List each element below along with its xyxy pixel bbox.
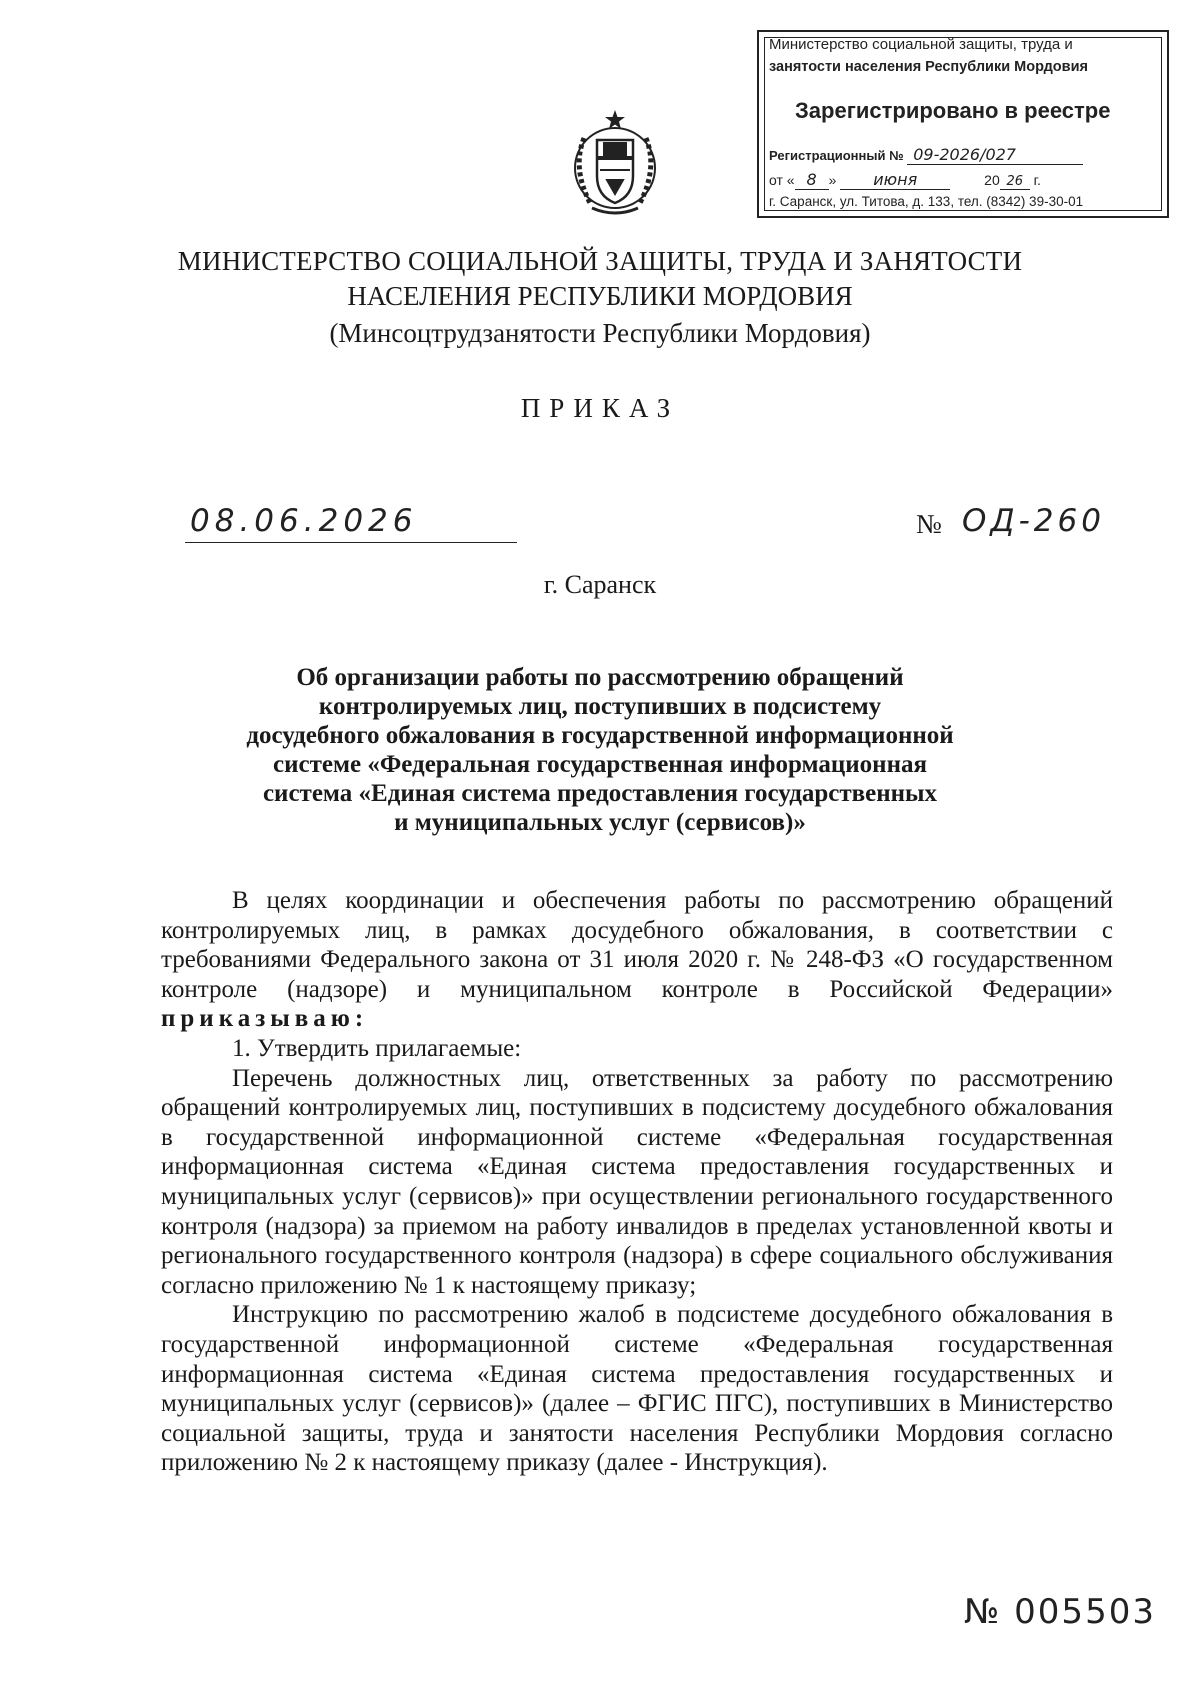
stamp-reg-number-label: Регистрационный №: [769, 148, 904, 163]
stamp-reg-number-value: 09-2026/027: [907, 145, 1083, 165]
stamp-date-day: 8: [795, 170, 829, 190]
instruction-paragraph: Инструкцию по рассмотрению жалоб в подсистеме досудебного обжалования в государственной информационной системе «Федеральная государственная информационная система «Единая система предоставления государственных и муниципальных услуг (сервисов)» (далее – ФГИС ПГС), поступивших в Министерство социальной защиты, труда и занятости населения Республики Мордовия согласно приложению № 2 к настоящему приказу (далее - Инструкция).: [161, 1301, 1113, 1477]
preamble-text: В целях координации и обеспечения работы по рассмотрению обращений контролируемых лиц, в рамках досудебного обжалования, в соответствии с требованиями Федерального закона от 31 июля 2020 г. № 248-ФЗ «О государственном контроле (надзоре) и муниципальном контроле в Российской Федерации»: [161, 887, 1113, 1003]
stamp-date-mid: »: [828, 172, 837, 188]
stamp-date-prefix: от «: [769, 172, 795, 188]
item-1: 1. Утвердить прилагаемые:: [232, 1034, 522, 1062]
stamp-reg-number-row: [769, 145, 1083, 165]
preamble-paragraph: [161, 886, 1113, 1034]
stamp-date-month: июня: [840, 170, 950, 190]
city-name: г. Саранск: [543, 570, 657, 599]
title-line: досудебного обжалования в государственной информационной: [246, 722, 954, 749]
decree-word: приказываю:: [161, 1005, 369, 1033]
stamp-org-line2: занятости населения Республики Мордовия: [769, 59, 1088, 75]
stamp-org-line1: Министерство социальной защиты, труда и: [769, 36, 1073, 53]
ministry-name-line1: МИНИСТЕРСТВО СОЦИАЛЬНОЙ ЗАЩИТЫ, ТРУДА И ЗАНЯТОСТИ: [177, 246, 1023, 276]
number-sign: №: [916, 509, 942, 539]
stamp-date-year-prefix: 20: [984, 172, 1000, 188]
title-line: и муниципальных услуг (сервисов)»: [394, 809, 806, 836]
document-title: [200, 663, 1000, 837]
title-line: системе «Федеральная государственная информационная: [272, 751, 928, 778]
document-body: [161, 886, 1113, 1478]
title-line: контролируемых лиц, поступивших в подсистему: [318, 693, 882, 720]
title-line: система «Единая система предоставления государственных: [262, 780, 938, 807]
stamp-date-year-suffix: 26: [1000, 174, 1030, 190]
order-number-field: [916, 503, 1136, 543]
coat-of-arms-emblem: [562, 108, 668, 220]
stamp-registered-label: Зарегистрировано в реестре: [795, 98, 1111, 123]
ministry-short-name: (Минсоцтрудзанятости Республики Мордовия): [329, 318, 871, 348]
title-line: Об организации работы по рассмотрению обращений: [296, 664, 904, 691]
stamp-date-year-unit: г.: [1033, 172, 1041, 188]
registration-stamp: [757, 30, 1169, 218]
document-type: ПРИКАЗ: [520, 393, 680, 423]
order-date: 08.06.2026: [185, 503, 517, 543]
stamp-address: г. Саранск, ул. Титова, д. 133, тел. (8342) 39-30-01: [769, 194, 1084, 209]
ministry-name-line2: НАСЕЛЕНИЯ РЕСПУБЛИКИ МОРДОВИЯ: [347, 281, 853, 311]
serial-number: № 005503: [964, 1592, 1156, 1632]
stamp-date-row: [769, 170, 1041, 190]
order-number: ОД-260: [962, 503, 1105, 539]
list-paragraph: Перечень должностных лиц, ответственных за работу по рассмотрению обращений контролируемых лиц, поступивших в подсистему досудебного обжалования в государственной информационной системе «Федеральная государственная информационная система «Единая система предоставления государственных и муниципальных услуг (сервисов)» при осуществлении регионального государственного контроля (надзора) за приемом на работу инвалидов в пределах установленной квоты и регионального государственного контроля (надзора) в сфере социального обслуживания согласно приложению № 1 к настоящему приказу;: [161, 1064, 1113, 1299]
